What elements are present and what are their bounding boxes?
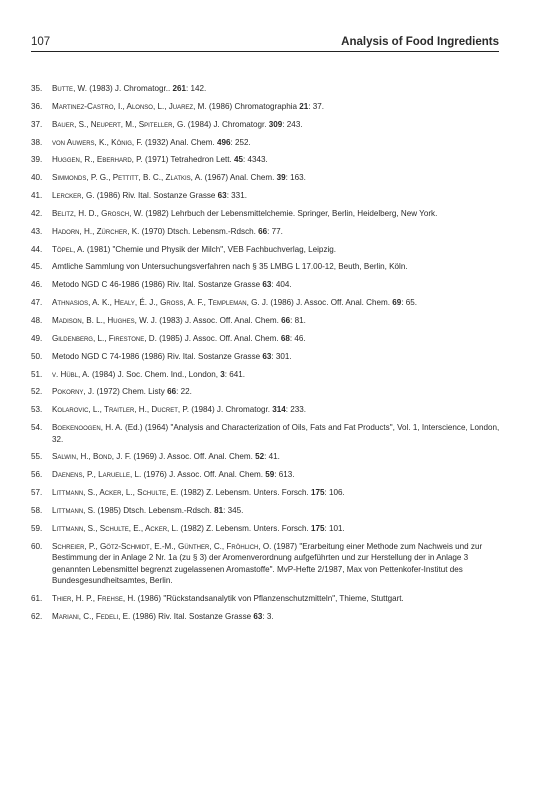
reference-item bbox=[31, 172, 501, 184]
reference-volume: 39 bbox=[276, 173, 286, 183]
reference-text bbox=[52, 404, 501, 416]
reference-text bbox=[52, 261, 501, 273]
reference-item bbox=[31, 351, 501, 363]
reference-pages: : 641. bbox=[224, 369, 245, 379]
reference-number: 42. bbox=[31, 208, 43, 218]
reference-item bbox=[31, 261, 501, 273]
reference-authors: Athnasios, A. K., Healy, É. J., Gross, A. F., Templeman, G. J. bbox=[52, 298, 269, 308]
reference-number: 60. bbox=[31, 541, 43, 551]
reference-text bbox=[52, 190, 501, 202]
reference-volume: 69 bbox=[392, 298, 402, 308]
reference-authors: Simmonds, P. G., Pettitt, B. C., Zlatkis, A. bbox=[52, 173, 203, 183]
reference-text bbox=[52, 451, 501, 463]
reference-source: (1970) Dtsch. Lebensm.-Rdsch. bbox=[139, 226, 259, 236]
reference-pages: : 404. bbox=[271, 280, 292, 290]
reference-text bbox=[52, 611, 501, 623]
reference-number: 39. bbox=[31, 155, 43, 165]
reference-item bbox=[31, 154, 501, 166]
reference-volume: 68 bbox=[280, 333, 290, 343]
reference-text bbox=[52, 226, 501, 238]
reference-item bbox=[31, 469, 501, 481]
page-header bbox=[31, 32, 499, 48]
reference-volume: 52 bbox=[255, 452, 265, 462]
reference-pages: : 142. bbox=[186, 84, 207, 93]
reference-pages: : 243. bbox=[282, 119, 303, 129]
reference-source: (1986) Riv. Ital. Sostanze Grasse bbox=[94, 191, 218, 201]
reference-text bbox=[52, 244, 501, 256]
reference-source: (1983) J. Chromatogr.. bbox=[87, 84, 173, 93]
reference-item bbox=[31, 451, 501, 463]
reference-source: (1985) Dtsch. Lebensm.-Rdsch. bbox=[95, 505, 215, 515]
reference-item bbox=[31, 541, 501, 587]
reference-number: 55. bbox=[31, 452, 43, 462]
reference-volume: 66 bbox=[167, 387, 177, 397]
reference-pages: : 345. bbox=[223, 505, 244, 515]
running-title: Analysis of Food Ingredients bbox=[341, 36, 499, 48]
reference-authors: Mariani, C., Fedeli, E. bbox=[52, 611, 131, 621]
reference-number: 54. bbox=[31, 423, 43, 433]
reference-volume: 3 bbox=[220, 369, 225, 379]
reference-number: 47. bbox=[31, 298, 43, 308]
reference-volume: 63 bbox=[262, 280, 272, 290]
reference-pages: : 233. bbox=[285, 405, 307, 415]
reference-text bbox=[52, 137, 501, 149]
reference-number: 43. bbox=[31, 226, 43, 236]
reference-item bbox=[31, 505, 501, 517]
reference-text bbox=[52, 101, 501, 113]
reference-text bbox=[52, 369, 501, 381]
reference-text bbox=[52, 469, 501, 481]
reference-source: (1986) "Rückstandsanalytik von Pflanzenschutzmitteln", Thieme, Stuttgart. bbox=[135, 593, 404, 603]
reference-pages: : 65. bbox=[401, 298, 417, 308]
reference-volume: 81 bbox=[214, 505, 224, 515]
reference-volume: 309 bbox=[268, 119, 283, 129]
reference-source: (1985) J. Assoc. Off. Anal. Chem. bbox=[156, 333, 281, 343]
reference-authors: Salwin, H., Bond, J. F. bbox=[52, 452, 132, 462]
reference-text bbox=[52, 83, 501, 95]
reference-authors: Littmann, S., Schulte, E., Acker, L. bbox=[52, 523, 179, 533]
reference-volume: 45 bbox=[233, 155, 243, 165]
reference-pages: : 77. bbox=[267, 226, 283, 236]
reference-authors: Madison, B. L., Hughes, W. J. bbox=[52, 315, 158, 325]
reference-number: 51. bbox=[31, 369, 43, 379]
reference-volume: 175 bbox=[310, 488, 325, 498]
reference-text bbox=[52, 505, 501, 517]
reference-text bbox=[52, 541, 501, 587]
reference-number: 59. bbox=[31, 523, 43, 533]
page-number: 107 bbox=[31, 36, 51, 48]
reference-text bbox=[52, 208, 501, 220]
reference-authors: Hadorn, H., Zürcher, K. bbox=[52, 226, 140, 236]
reference-item bbox=[31, 487, 501, 499]
reference-item bbox=[31, 611, 501, 623]
reference-source: (1986) Riv. Ital. Sostanze Grasse bbox=[130, 611, 254, 621]
header-rule bbox=[31, 51, 499, 52]
reference-volume: 59 bbox=[265, 470, 275, 480]
reference-number: 61. bbox=[31, 593, 43, 603]
reference-item bbox=[31, 226, 501, 238]
reference-pages: : 106. bbox=[324, 488, 345, 498]
reference-text bbox=[52, 351, 501, 363]
reference-source: (1932) Anal. Chem. bbox=[142, 137, 217, 147]
reference-authors: Daenens, P., Laruelle, L. bbox=[52, 470, 142, 480]
reference-volume: 314 bbox=[272, 405, 286, 415]
reference-text bbox=[52, 386, 501, 398]
reference-volume: 63 bbox=[217, 191, 227, 201]
reference-pages: : 41. bbox=[264, 452, 280, 462]
reference-source: (1982) Lehrbuch der Lebensmittelchemie. Springer, Berlin, Heidelberg, New York. bbox=[143, 208, 438, 218]
reference-authors: von Auwers, K., König, F. bbox=[52, 137, 143, 147]
reference-number: 36. bbox=[31, 101, 43, 111]
reference-text bbox=[52, 523, 501, 535]
reference-item bbox=[31, 279, 501, 291]
reference-source: Amtliche Sammlung von Untersuchungsverfahren nach § 35 LMBG L 17.00-12, Beuth, Berlin, Köln. bbox=[52, 262, 408, 272]
reference-item bbox=[31, 386, 501, 398]
reference-number: 49. bbox=[31, 333, 43, 343]
reference-text bbox=[52, 119, 501, 131]
reference-source: (1967) Anal. Chem. bbox=[202, 173, 277, 183]
reference-item bbox=[31, 422, 501, 445]
reference-text bbox=[52, 172, 501, 184]
reference-number: 35. bbox=[31, 84, 43, 93]
reference-volume: 496 bbox=[216, 137, 231, 147]
reference-number: 45. bbox=[31, 262, 43, 272]
reference-pages: : 4343. bbox=[243, 155, 268, 165]
reference-number: 52. bbox=[31, 387, 43, 397]
reference-item bbox=[31, 523, 501, 535]
reference-pages: : 301. bbox=[271, 351, 292, 361]
reference-authors: Huggen, R., Eberhard, P. bbox=[52, 155, 143, 165]
reference-authors: Töpel, A. bbox=[52, 244, 85, 254]
reference-item bbox=[31, 208, 501, 220]
reference-number: 38. bbox=[31, 137, 43, 147]
reference-source: (1981) "Chemie und Physik der Milch", VEB Fachbuchverlag, Leipzig. bbox=[84, 244, 337, 254]
reference-volume: 63 bbox=[262, 351, 272, 361]
reference-number: 41. bbox=[31, 191, 43, 201]
reference-pages: : 163. bbox=[285, 173, 306, 183]
reference-authors: Thier, H. P., Frehse, H. bbox=[52, 593, 136, 603]
reference-pages: : 22. bbox=[176, 387, 192, 397]
reference-pages: : 101. bbox=[324, 523, 345, 533]
reference-volume: 175 bbox=[310, 523, 325, 533]
reference-item bbox=[31, 101, 501, 113]
reference-text bbox=[52, 279, 501, 291]
reference-number: 53. bbox=[31, 405, 43, 415]
reference-source: (1983) J. Assoc. Off. Anal. Chem. bbox=[157, 315, 282, 325]
reference-text bbox=[52, 297, 501, 309]
reference-item bbox=[31, 119, 501, 131]
reference-number: 46. bbox=[31, 280, 43, 290]
reference-authors: Butte, W. bbox=[52, 84, 88, 93]
reference-pages: : 46. bbox=[289, 333, 306, 343]
reference-source: (1969) J. Assoc. Off. Anal. Chem. bbox=[131, 452, 256, 462]
reference-pages: : 37. bbox=[308, 101, 325, 111]
reference-authors: Belitz, H. D., Grosch, W. bbox=[52, 208, 144, 218]
reference-number: 37. bbox=[31, 119, 43, 129]
reference-pages: : 331. bbox=[226, 191, 247, 201]
reference-list bbox=[31, 83, 501, 629]
reference-authors: Bauer, S., Neupert, M., Spiteller, G. bbox=[52, 119, 186, 129]
reference-source: (1972) Chem. Listy bbox=[94, 387, 168, 397]
reference-volume: 63 bbox=[253, 611, 263, 621]
reference-pages: : 252. bbox=[230, 137, 251, 147]
reference-item bbox=[31, 593, 501, 605]
reference-pages: : 613. bbox=[274, 470, 295, 480]
reference-source: (1976) J. Assoc. Off. Anal. Chem. bbox=[141, 470, 266, 480]
reference-number: 56. bbox=[31, 470, 43, 480]
reference-source: Metodo NGD C 74-1986 (1986) Riv. Ital. Sostanze Grasse bbox=[52, 351, 263, 361]
reference-item bbox=[31, 244, 501, 256]
reference-authors: v. Hübl, A. bbox=[52, 369, 90, 379]
reference-authors: Kolarovic, L., Traitler, H., Ducret, P. bbox=[52, 405, 189, 415]
reference-source: (1986) J. Assoc. Off. Anal. Chem. bbox=[268, 298, 393, 308]
reference-item bbox=[31, 369, 501, 381]
reference-number: 40. bbox=[31, 173, 43, 183]
reference-item bbox=[31, 190, 501, 202]
reference-source: (1982) Z. Lebensm. Unters. Forsch. bbox=[178, 523, 311, 533]
reference-item bbox=[31, 333, 501, 345]
reference-authors: Schreier, P., Götz-Schmidt, E.-M., Günther, C., Fröhlich, O. bbox=[52, 541, 272, 551]
reference-authors: Gildenberg, L., Firestone, D. bbox=[52, 333, 157, 343]
reference-item bbox=[31, 297, 501, 309]
reference-number: 62. bbox=[31, 611, 43, 621]
reference-pages: : 81. bbox=[290, 315, 306, 325]
reference-number: 57. bbox=[31, 488, 43, 498]
reference-volume: 261 bbox=[172, 84, 187, 93]
reference-text bbox=[52, 422, 501, 445]
reference-number: 58. bbox=[31, 505, 43, 515]
reference-authors: Littmann, S. bbox=[52, 505, 96, 515]
reference-number: 48. bbox=[31, 315, 43, 325]
reference-item bbox=[31, 137, 501, 149]
reference-authors: Martinez-Castro, I., Alonso, L., Juarez, M. bbox=[52, 101, 207, 111]
reference-text bbox=[52, 315, 501, 327]
reference-item bbox=[31, 83, 501, 95]
reference-volume: 66 bbox=[281, 315, 291, 325]
reference-pages: : 3. bbox=[262, 611, 274, 621]
reference-volume: 21 bbox=[299, 101, 309, 111]
reference-authors: Lercker, G. bbox=[52, 191, 95, 201]
reference-authors: Littmann, S., Acker, L., Schulte, E. bbox=[52, 488, 179, 498]
reference-authors: Boekenoogen, H. A. bbox=[52, 423, 123, 433]
reference-source: (1982) Z. Lebensm. Unters. Forsch. bbox=[178, 488, 311, 498]
reference-number: 50. bbox=[31, 351, 43, 361]
reference-item bbox=[31, 404, 501, 416]
reference-source: (1987) "Erarbeitung einer Methode zum Nachweis und zur Bestimmung der in Anlage 2 Nr. 1a (zu § 3) der Aromenverordnung aufgeführten und zur Herstellung der in Anlage 3 genannten Lebensmittel begrenzt zugelassenen Aromastoffe". MvP-Hefte 2/1987, Max von Pettenkofer-Institut des Bundesgesundheitsamtes, Berlin. bbox=[52, 541, 483, 586]
reference-source: Metodo NGD C 46-1986 (1986) Riv. Ital. Sostanze Grasse bbox=[52, 280, 263, 290]
reference-text bbox=[52, 154, 501, 166]
reference-source: (1984) J. Chromatogr. bbox=[189, 405, 273, 415]
reference-volume: 66 bbox=[258, 226, 268, 236]
reference-source: (1984) J. Chromatogr. bbox=[185, 119, 269, 129]
reference-text bbox=[52, 487, 501, 499]
reference-item bbox=[31, 315, 501, 327]
reference-source: (Ed.) (1964) "Analysis and Characterization of Oils, Fats and Fat Products", Vol. 1, Interscience, London, 32. bbox=[52, 423, 500, 444]
reference-source: (1971) Tetrahedron Lett. bbox=[142, 155, 234, 165]
reference-text bbox=[52, 333, 501, 345]
reference-authors: Pokorny, J. bbox=[52, 387, 95, 397]
reference-source: (1986) Chromatographia bbox=[206, 101, 300, 111]
reference-number: 44. bbox=[31, 244, 43, 254]
reference-source: (1984) J. Soc. Chem. Ind., London, bbox=[89, 369, 221, 379]
reference-text bbox=[52, 593, 501, 605]
